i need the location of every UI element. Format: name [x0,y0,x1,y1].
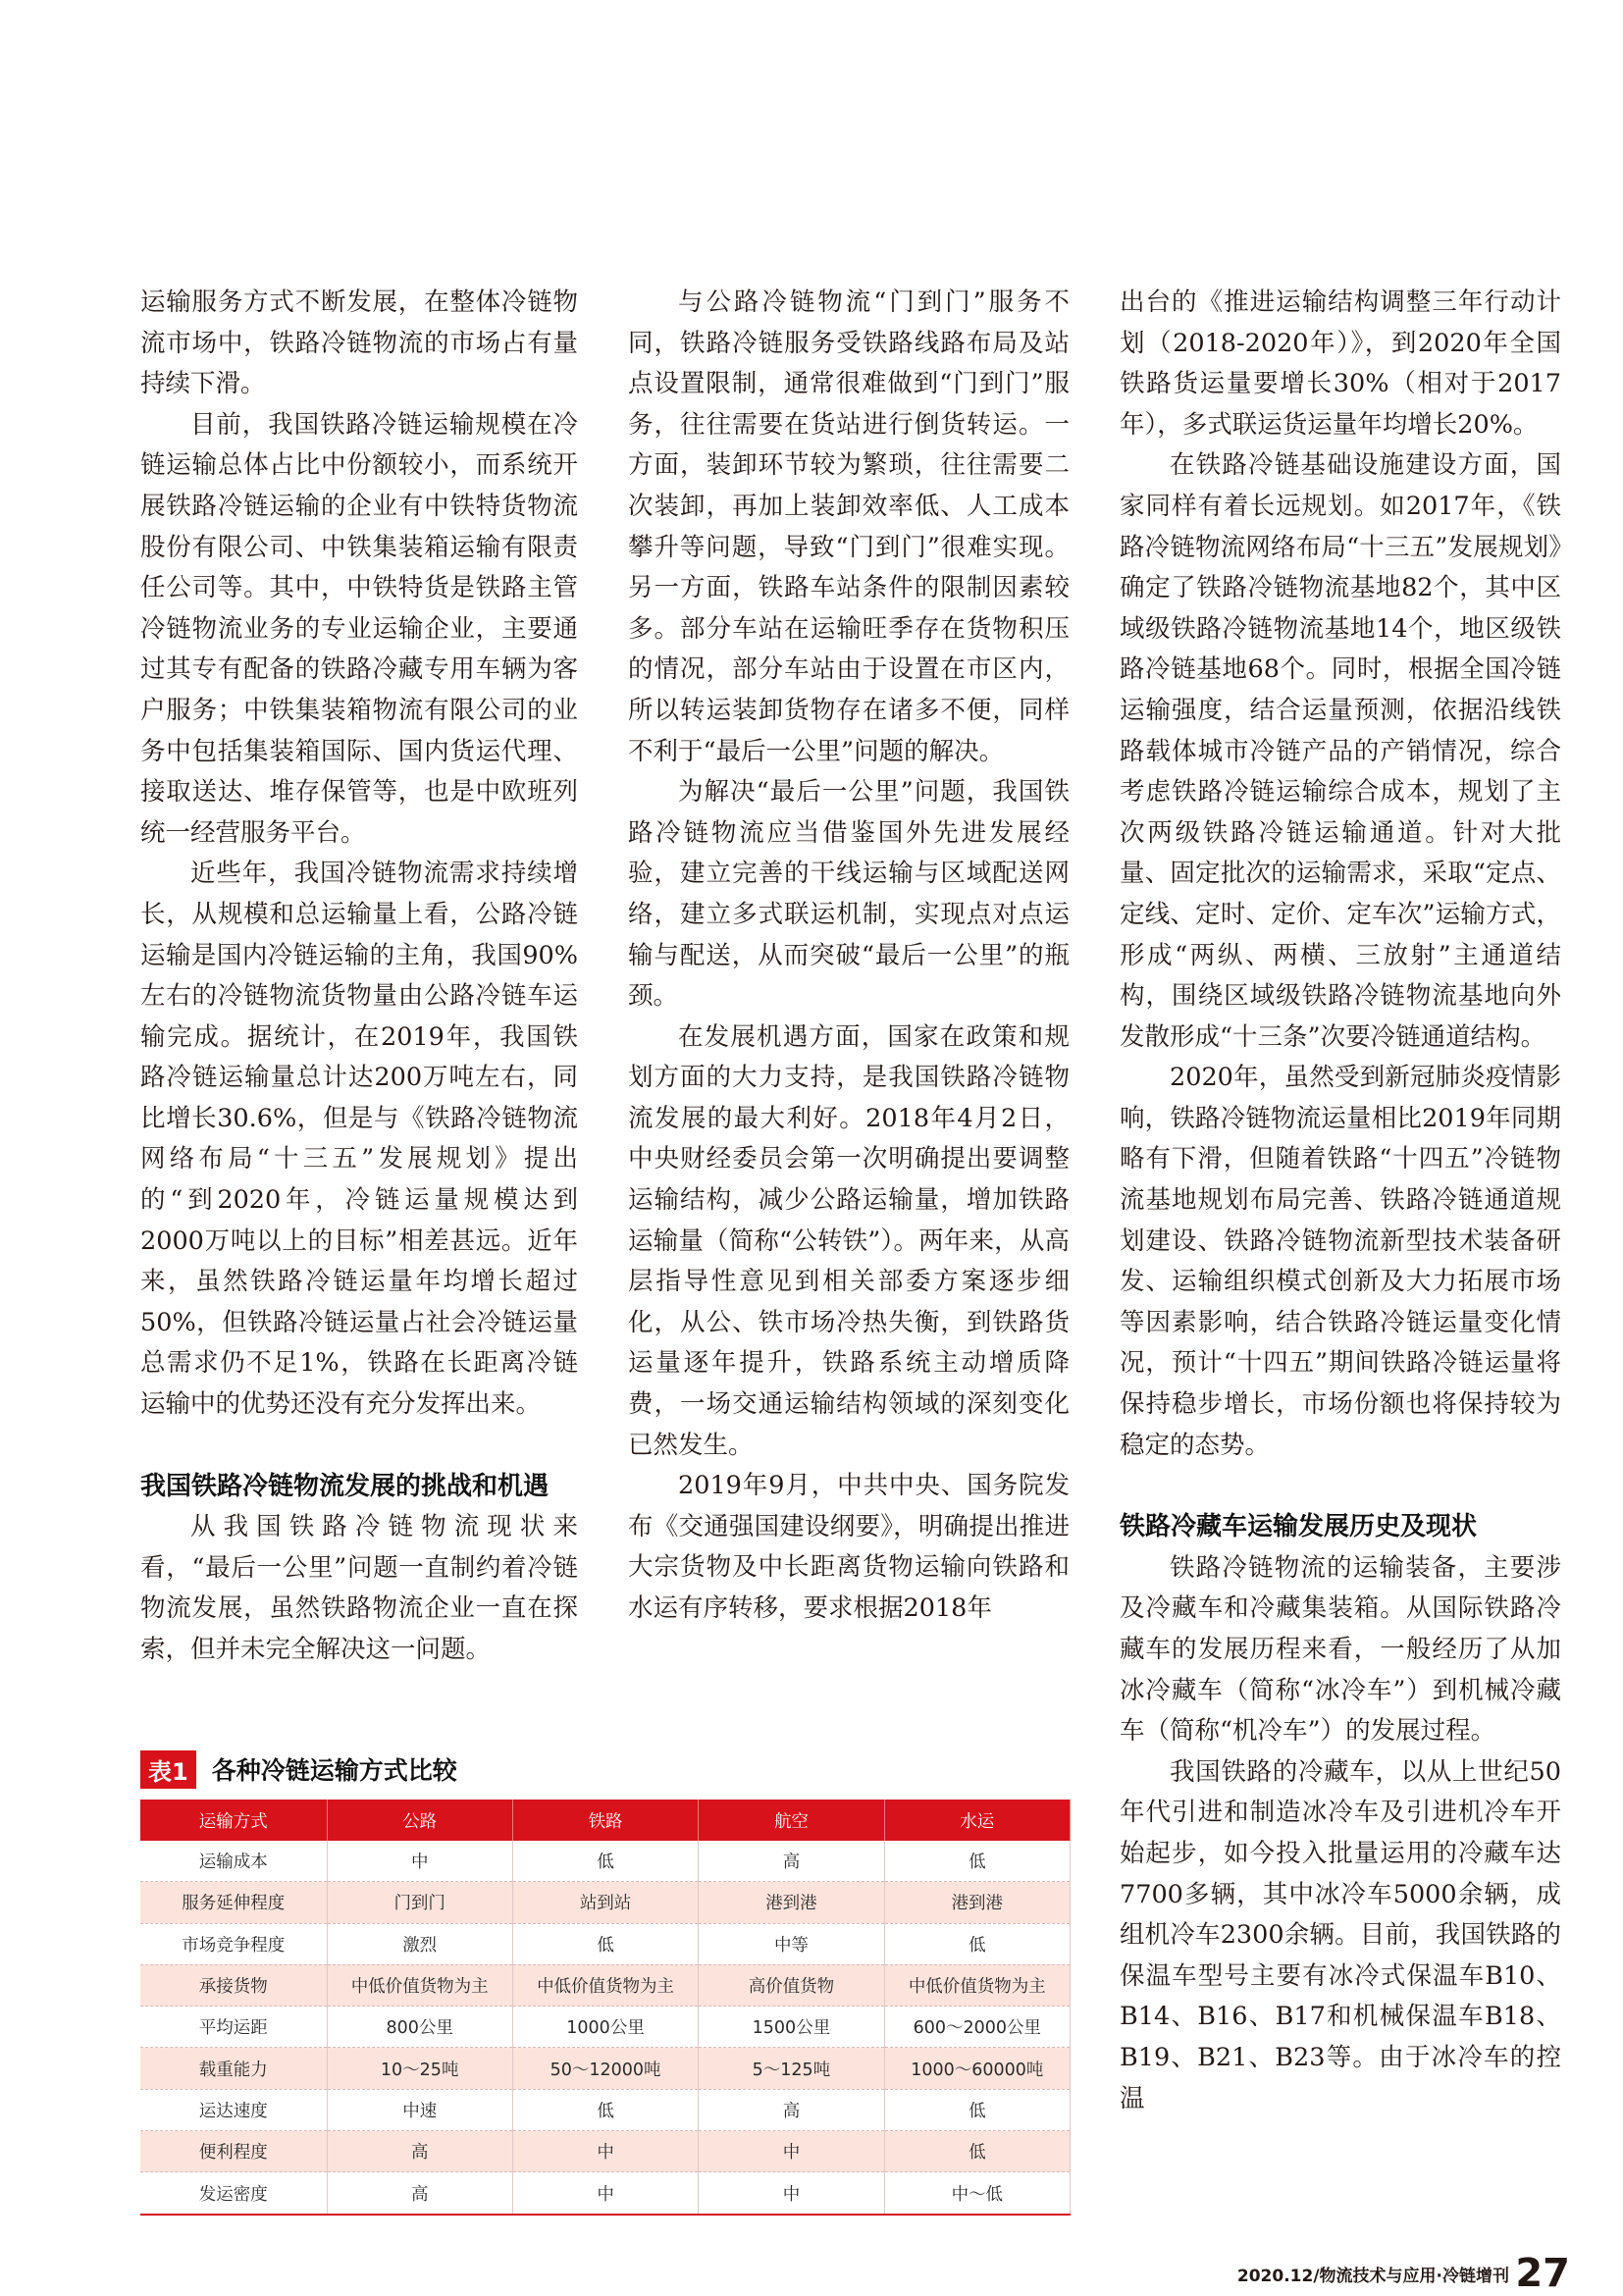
table-cell: 激烈 [327,1923,512,1964]
table-cell: 港到港 [699,1882,884,1923]
table-cell: 低 [884,2131,1070,2172]
text-column-1 [140,283,578,1671]
text-column-2 [628,283,1070,1630]
paragraph: 2020年，虽然受到新冠肺炎疫情影响，铁路冷链物流运量相比2019年同期略有下滑，但随着铁路“十四五”冷链物流基地规划布局完善、铁路冷链通道规划建设、铁路冷链物流新型技术装备研发、运输组织模式创新及大力拓展市场等因素影响，结合铁路冷链运量变化情况，预计“十四五”期间铁路冷链运量将保持稳步增长，市场份额也将保持较为稳定的态势。 [1120,1063,1561,1460]
paragraph: 铁路冷链物流的运输装备，主要涉及冷藏车和冷藏集装箱。从国际铁路冷藏车的发展历程来看，一般经历了从加冰冷藏车（简称“冰冷车”）到机械冷藏车（简称“机冷车”）的发展过程。 [1120,1552,1561,1747]
table-cell: 高 [327,2172,512,2215]
table-row [140,1882,1071,1923]
table-cell: 中速 [327,2089,512,2130]
comparison-table-block [140,1747,1071,2216]
table-cell: 中 [512,2172,698,2215]
table-title: 各种冷链运输方式比较 [211,1756,457,1785]
paragraph: 2019年9月，中共中央、国务院发布《交通强国建设纲要》，明确提出推进大宗货物及中长距离货物运输向铁路和水运有序转移，要求根据2018年 [628,1471,1070,1623]
table-cell: 低 [884,2089,1070,2130]
table-cell: 低 [512,2089,698,2130]
table-row-label: 发运密度 [140,2172,327,2215]
paragraph: 为解决“最后一公里”问题，我国铁路冷链物流应当借鉴国外先进发展经验，建立完善的干线运输与区域配送网络，建立多式联运机制，实现点对点运输与配送，从而突破“最后一公里”的瓶颈。 [628,777,1070,1012]
section-heading: 我国铁路冷链物流发展的挑战和机遇 [140,1471,550,1501]
table-row [140,2131,1071,2172]
comparison-table [140,1800,1071,2216]
table-header-cell: 铁路 [512,1800,698,1841]
table-cell: 低 [512,1923,698,1964]
table-row-label: 平均运距 [140,2007,327,2048]
table-cell: 中等 [699,1923,884,1964]
table-cell: 5～125吨 [699,2048,884,2089]
table-cell: 800公里 [327,2007,512,2048]
paragraph: 出台的《推进运输结构调整三年行动计划（2018-2020年）》，到2020年全国铁路货运量要增长30%（相对于2017年），多式联运货运量年均增长20%。 [1120,287,1561,440]
table-row [140,2048,1071,2089]
table-cell: 1500公里 [699,2007,884,2048]
table-cell: 低 [884,1923,1070,1964]
page-footer [1231,2251,1570,2296]
table-cell: 中低价值货物为主 [327,1964,512,2006]
table-cell: 1000公里 [512,2007,698,2048]
table-row-label: 承接货物 [140,1964,327,2006]
table-header-row [140,1800,1071,1841]
table-cell: 高价值货物 [699,1964,884,2006]
table-header-cell: 航空 [699,1800,884,1841]
section-heading: 铁路冷藏车运输发展历史及现状 [1120,1512,1478,1542]
table-row [140,1964,1071,2006]
table-cell: 中 [699,2172,884,2215]
table-cell: 高 [699,1841,884,1882]
table-row-label: 市场竞争程度 [140,1923,327,1964]
text-column-3 [1120,283,1561,2119]
paragraph: 在发展机遇方面，国家在政策和规划方面的大力支持，是我国铁路冷链物流发展的最大利好。2018年4月2日，中央财经委员会第一次明确提出要调整运输结构，减少公路运输量，增加铁路运输量（简称“公转铁”）。两年来，从高层指导性意见到相关部委方案逐步细化，从公、铁市场冷热失衡，到铁路货运量逐年提升，铁路系统主动增质降费，一场交通运输结构领域的深刻变化已然发生。 [628,1021,1070,1460]
table-caption [140,1747,1071,1792]
table-cell: 中 [512,2131,698,2172]
paragraph: 目前，我国铁路冷链运输规模在冷链运输总体占比中份额较小，而系统开展铁路冷链运输的企业有中铁特货物流股份有限公司、中铁集装箱运输有限责任公司等。其中，中铁特货是铁路主管冷链物流业务的专业运输企业，主要通过其专有配备的铁路冷藏专用车辆为客户服务；中铁集装箱物流有限公司的业务中包括集装箱国际、国内货运代理、接取送达、堆存保管等，也是中欧班列统一经营服务平台。 [140,409,578,848]
table-header-cell: 公路 [327,1800,512,1841]
paragraph: 运输服务方式不断发展，在整体冷链物流市场中，铁路冷链物流的市场占有量持续下滑。 [140,287,578,399]
table-row [140,2007,1071,2048]
table-cell: 站到站 [512,1882,698,1923]
table-row-label: 便利程度 [140,2131,327,2172]
table-cell: 低 [512,1841,698,1882]
table-cell: 中 [327,1841,512,1882]
table-row-label: 服务延伸程度 [140,1882,327,1923]
table-cell: 中～低 [884,2172,1070,2215]
table-row-label: 运达速度 [140,2089,327,2130]
journal-info: 2020.12/物流技术与应用·冷链增刊 [1236,2267,1509,2286]
table-header-cell: 水运 [884,1800,1070,1841]
table-header-cell: 运输方式 [140,1800,327,1841]
table-row [140,1923,1071,1964]
paragraph: 在铁路冷链基础设施建设方面，国家同样有着长远规划。如2017年，《铁路冷链物流网络布局“十三五”发展规划》确定了铁路冷链物流基地82个，其中区域级铁路冷链物流基地14个，地区级铁路冷链基地68个。同时，根据全国冷链运输强度，结合运量预测，依据沿线铁路载体城市冷链产品的产销情况，综合考虑铁路冷链运输综合成本，规划了主次两级铁路冷链运输通道。针对大批量、固定批次的运输需求，采取“定点、定线、定时、定价、定车次”运输方式，形成“两纵、两横、三放射”主通道结构，围绕区域级铁路冷链物流基地向外发散形成“十三条”次要冷链通道结构。 [1120,450,1561,1052]
table-cell: 中低价值货物为主 [884,1964,1070,2006]
paragraph: 我国铁路的冷藏车，以从上世纪50年代引进和制造冰冷车及引进机冷车开始起步，如今投入批量运用的冷藏车达7700多辆，其中冰冷车5000余辆，成组机冷车2300余辆。目前，我国铁路的保温车型号主要有冰冷式保温车B10、B14、B16、B17和机械保温车B18、B19、B21、B23等。由于冰冷车的控温 [1120,1756,1561,2113]
table-label: 表1 [140,1750,196,1789]
table-cell: 1000～60000吨 [884,2048,1070,2089]
table-cell: 高 [327,2131,512,2172]
table-cell: 港到港 [884,1882,1070,1923]
table-row-label: 载重能力 [140,2048,327,2089]
paragraph: 与公路冷链物流“门到门”服务不同，铁路冷链服务受铁路线路布局及站点设置限制，通常很难做到“门到门”服务，往往需要在货站进行倒货转运。一方面，装卸环节较为繁琐，往往需要二次装卸，再加上装卸效率低、人工成本攀升等问题，导致“门到门”很难实现。另一方面，铁路车站条件的限制因素较多。部分车站在运输旺季存在货物积压的情况，部分车站由于设置在市区内，所以转运装卸货物存在诸多不便，同样不利于“最后一公里”问题的解决。 [628,287,1070,766]
table-cell: 10～25吨 [327,2048,512,2089]
table-row [140,2089,1071,2130]
table-cell: 50～12000吨 [512,2048,698,2089]
table-cell: 600～2000公里 [884,2007,1070,2048]
table-row [140,2172,1071,2215]
page-number: 27 [1515,2251,1570,2296]
table-cell: 门到门 [327,1882,512,1923]
paragraph: 从我国铁路冷链物流现状来看，“最后一公里”问题一直制约着冷链物流发展，虽然铁路物流企业一直在探索，但并未完全解决这一问题。 [140,1512,578,1664]
table-row [140,1841,1071,1882]
paragraph: 近些年，我国冷链物流需求持续增长，从规模和总运输量上看，公路冷链运输是国内冷链运输的主角，我国90%左右的冷链物流货物量由公路冷链车运输完成。据统计，在2019年，我国铁路冷链运输量总计达200万吨左右，同比增长30.6%，但是与《铁路冷链物流网络布局“十三五”发展规划》提出的“到2020年，冷链运量规模达到2000万吨以上的目标”相差甚远。近年来，虽然铁路冷链运量年均增长超过50%，但铁路冷链运量占社会冷链运量总需求仍不足1%，铁路在长距离冷链运输中的优势还没有充分发挥出来。 [140,859,578,1420]
table-cell: 中 [699,2131,884,2172]
table-cell: 高 [699,2089,884,2130]
table-cell: 低 [884,1841,1070,1882]
table-cell: 中低价值货物为主 [512,1964,698,2006]
table-row-label: 运输成本 [140,1841,327,1882]
